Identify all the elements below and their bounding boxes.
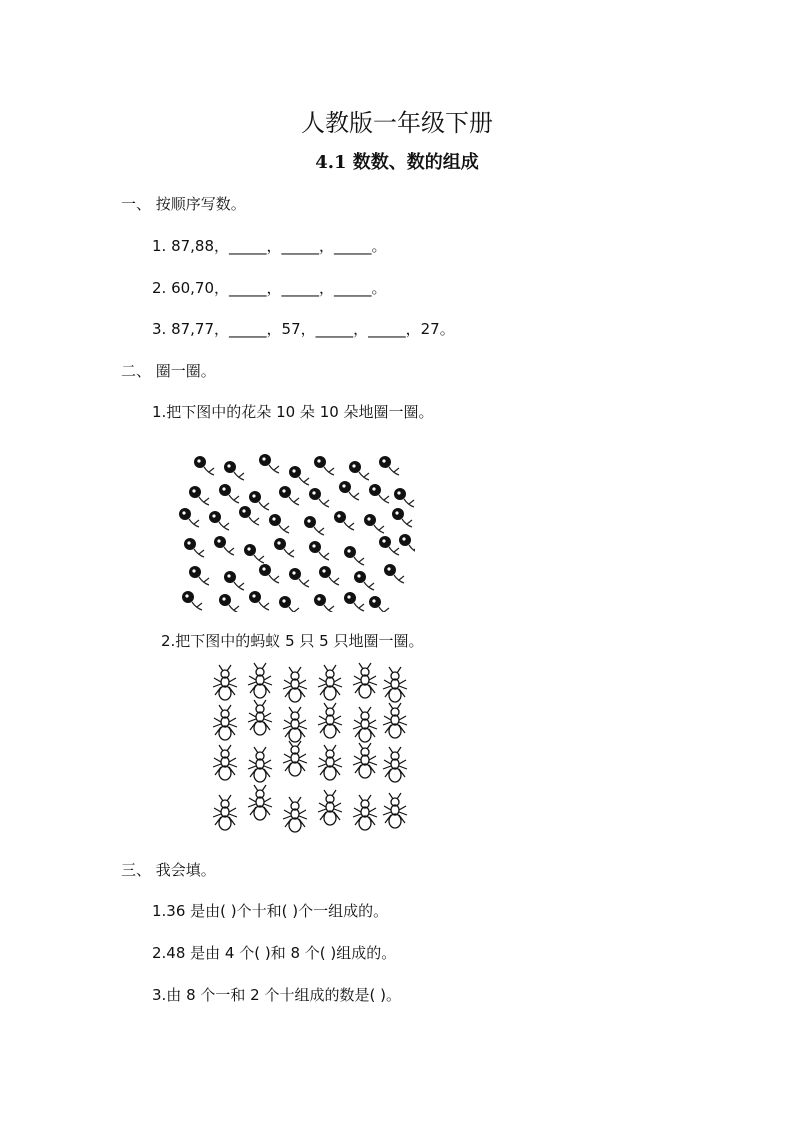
ant-icon [383,793,407,828]
flower-icon [399,534,415,553]
ant-icon [213,745,237,780]
ant-icon [383,747,407,782]
flower-icon [279,596,299,612]
ant-icon [283,667,307,702]
question-2-1: 1.把下图中的花朵 10 朵 10 朵地圈一圈。 [152,403,434,421]
flower-icon [369,596,389,612]
ant-icon [248,663,272,698]
ant-icon [353,707,377,742]
ant-icon [248,700,272,735]
flower-icon [309,541,329,560]
section-heading-2: 二、 圈一圈。 [121,362,216,380]
ant-icon [383,667,407,702]
ant-icon [248,785,272,820]
flower-icon [219,484,239,503]
flower-icon [334,511,354,530]
flower-icon [224,571,244,590]
flower-icon [289,568,309,587]
flower-icon [259,564,279,583]
flower-icon [319,566,339,585]
question-3-1: 1.36 是由( )个十和( )个一组成的。 [152,902,389,920]
flower-icon [189,566,209,585]
question-1-1: 1. 87,88，_____，_____，_____。 [152,237,387,255]
question-1-2: 2. 60,70，_____，_____，_____。 [152,279,387,297]
ant-icon [318,665,342,700]
flower-icon [314,456,334,475]
flower-icon [379,536,399,555]
flower-icon [339,481,359,500]
flower-icon [392,508,412,527]
ant-icon [248,747,272,782]
question-3-3: 3.由 8 个一和 2 个十组成的数是( )。 [152,986,401,1004]
ant-icon [213,705,237,740]
page-subtitle: 4.1 数数、数的组成 [315,152,479,173]
ant-icon [353,743,377,778]
flower-icon [279,486,299,505]
flower-icon [224,461,244,480]
flower-icon [219,594,239,612]
flower-icon [269,514,289,533]
flower-icon [379,456,399,475]
flower-icon [384,564,404,583]
ant-icon [353,795,377,830]
flower-icon [344,592,364,611]
ant-icon [383,703,407,738]
ant-icon [283,741,307,776]
flower-icon [369,484,389,503]
flower-icon [354,571,374,590]
flower-icon [184,538,204,557]
ants-picture [205,662,415,842]
ant-icon [318,790,342,825]
flower-icon [182,591,202,610]
section-heading-3: 三、 我会填。 [121,861,216,879]
flower-icon [309,488,329,507]
question-2-2: 2.把下图中的蚂蚁 5 只 5 只地圈一圈。 [161,632,424,650]
ant-icon [213,795,237,830]
flower-icon [249,591,269,610]
flower-icon [304,516,324,535]
flower-icon [344,546,364,565]
flower-icon [179,508,199,527]
flowers-picture [170,432,415,612]
page-title: 人教版一年级下册 [301,109,493,137]
question-3-2: 2.48 是由 4 个( )和 8 个( )组成的。 [152,944,397,962]
flower-icon [239,506,259,525]
flower-icon [214,536,234,555]
question-1-3: 3. 87,77，_____，57，_____，_____，27。 [152,320,455,338]
ant-icon [213,665,237,700]
ant-icon [283,797,307,832]
flower-icon [349,461,369,480]
section-heading-1: 一、 按顺序写数。 [121,195,246,213]
flower-icon [394,488,414,507]
flower-icon [209,511,229,530]
flower-icon [274,538,294,557]
flower-icon [314,594,334,612]
ant-icon [318,703,342,738]
ant-icon [353,663,377,698]
flower-icon [244,544,264,563]
flower-icon [189,486,209,505]
ant-icon [318,745,342,780]
flower-icon [364,514,384,533]
ant-icon [283,707,307,742]
flower-icon [259,454,279,473]
flower-icon [249,491,269,510]
flower-icon [194,456,214,475]
flower-icon [289,466,309,485]
